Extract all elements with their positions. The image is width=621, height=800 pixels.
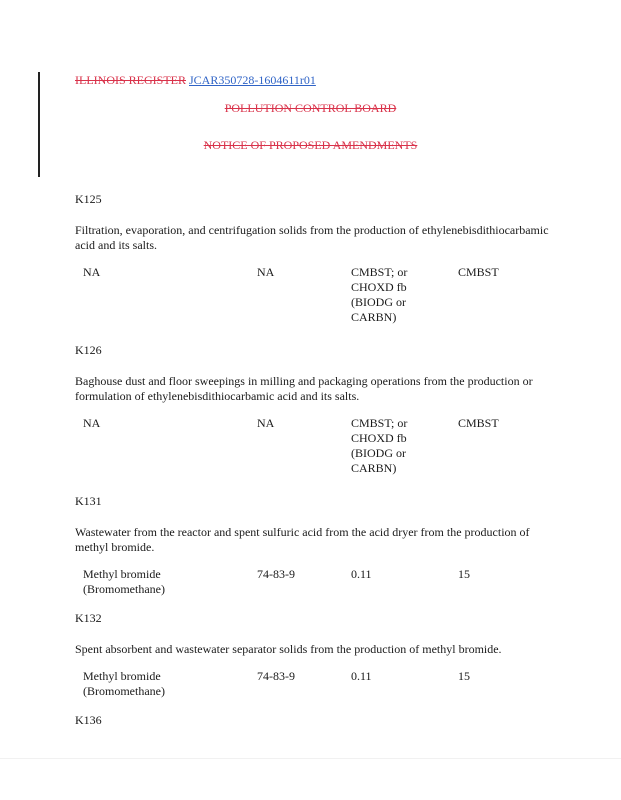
waste-description: Spent absorbent and wastewater separator solids from the production of methyl bromide. <box>75 642 502 656</box>
register-id-inserted: JCAR350728-1604611r01 <box>189 73 316 87</box>
footer-divider <box>0 758 621 759</box>
waste-entry <box>75 192 555 325</box>
waste-code: K126 <box>75 343 102 357</box>
notice-header <box>0 138 621 153</box>
standards-row <box>83 416 555 476</box>
waste-description: Filtration, evaporation, and centrifugation solids from the production of ethylenebisdithiocarbamic acid and its salts. <box>75 223 549 252</box>
standards-row <box>83 265 555 325</box>
constituent-cell: NA <box>83 265 101 279</box>
wastewater-standard-cell: 0.11 <box>351 567 372 581</box>
cas-number-cell: 74-83-9 <box>257 567 295 581</box>
waste-entry <box>75 611 555 699</box>
board-header <box>0 101 621 116</box>
waste-description: Wastewater from the reactor and spent sulfuric acid from the acid dryer from the production of methyl bromide. <box>75 525 530 554</box>
revision-change-bar <box>38 72 40 177</box>
waste-description: Baghouse dust and floor sweepings in milling and packaging operations from the production or formulation of ethylenebisdithiocarbamic acid and its salts. <box>75 374 533 403</box>
waste-code: K125 <box>75 192 102 206</box>
waste-entry <box>75 494 555 597</box>
standards-row <box>83 567 555 597</box>
register-title-struck: ILLINOIS REGISTER <box>75 73 186 87</box>
waste-entry <box>75 343 555 476</box>
wastewater-standard-cell: CMBST; or CHOXD fb (BIODG or CARBN) <box>351 265 408 324</box>
constituent-cell: Methyl bromide (Bromomethane) <box>83 567 165 596</box>
register-header <box>75 73 316 88</box>
constituent-cell: Methyl bromide (Bromomethane) <box>83 669 165 698</box>
cas-number-cell: NA <box>257 265 275 279</box>
nonwastewater-standard-cell: 15 <box>458 669 470 683</box>
wastewater-standard-cell: CMBST; or CHOXD fb (BIODG or CARBN) <box>351 416 408 475</box>
nonwastewater-standard-cell: 15 <box>458 567 470 581</box>
board-title-struck: POLLUTION CONTROL BOARD <box>224 101 397 115</box>
waste-code: K136 <box>75 713 102 727</box>
constituent-cell: NA <box>83 416 101 430</box>
waste-code: K132 <box>75 611 102 625</box>
cas-number-cell: NA <box>257 416 275 430</box>
nonwastewater-standard-cell: CMBST <box>458 416 499 430</box>
nonwastewater-standard-cell: CMBST <box>458 265 499 279</box>
notice-title-struck: NOTICE OF PROPOSED AMENDMENTS <box>203 138 418 152</box>
standards-row <box>83 669 555 699</box>
waste-code-list <box>75 192 555 744</box>
cas-number-cell: 74-83-9 <box>257 669 295 683</box>
waste-code: K131 <box>75 494 102 508</box>
wastewater-standard-cell: 0.11 <box>351 669 372 683</box>
